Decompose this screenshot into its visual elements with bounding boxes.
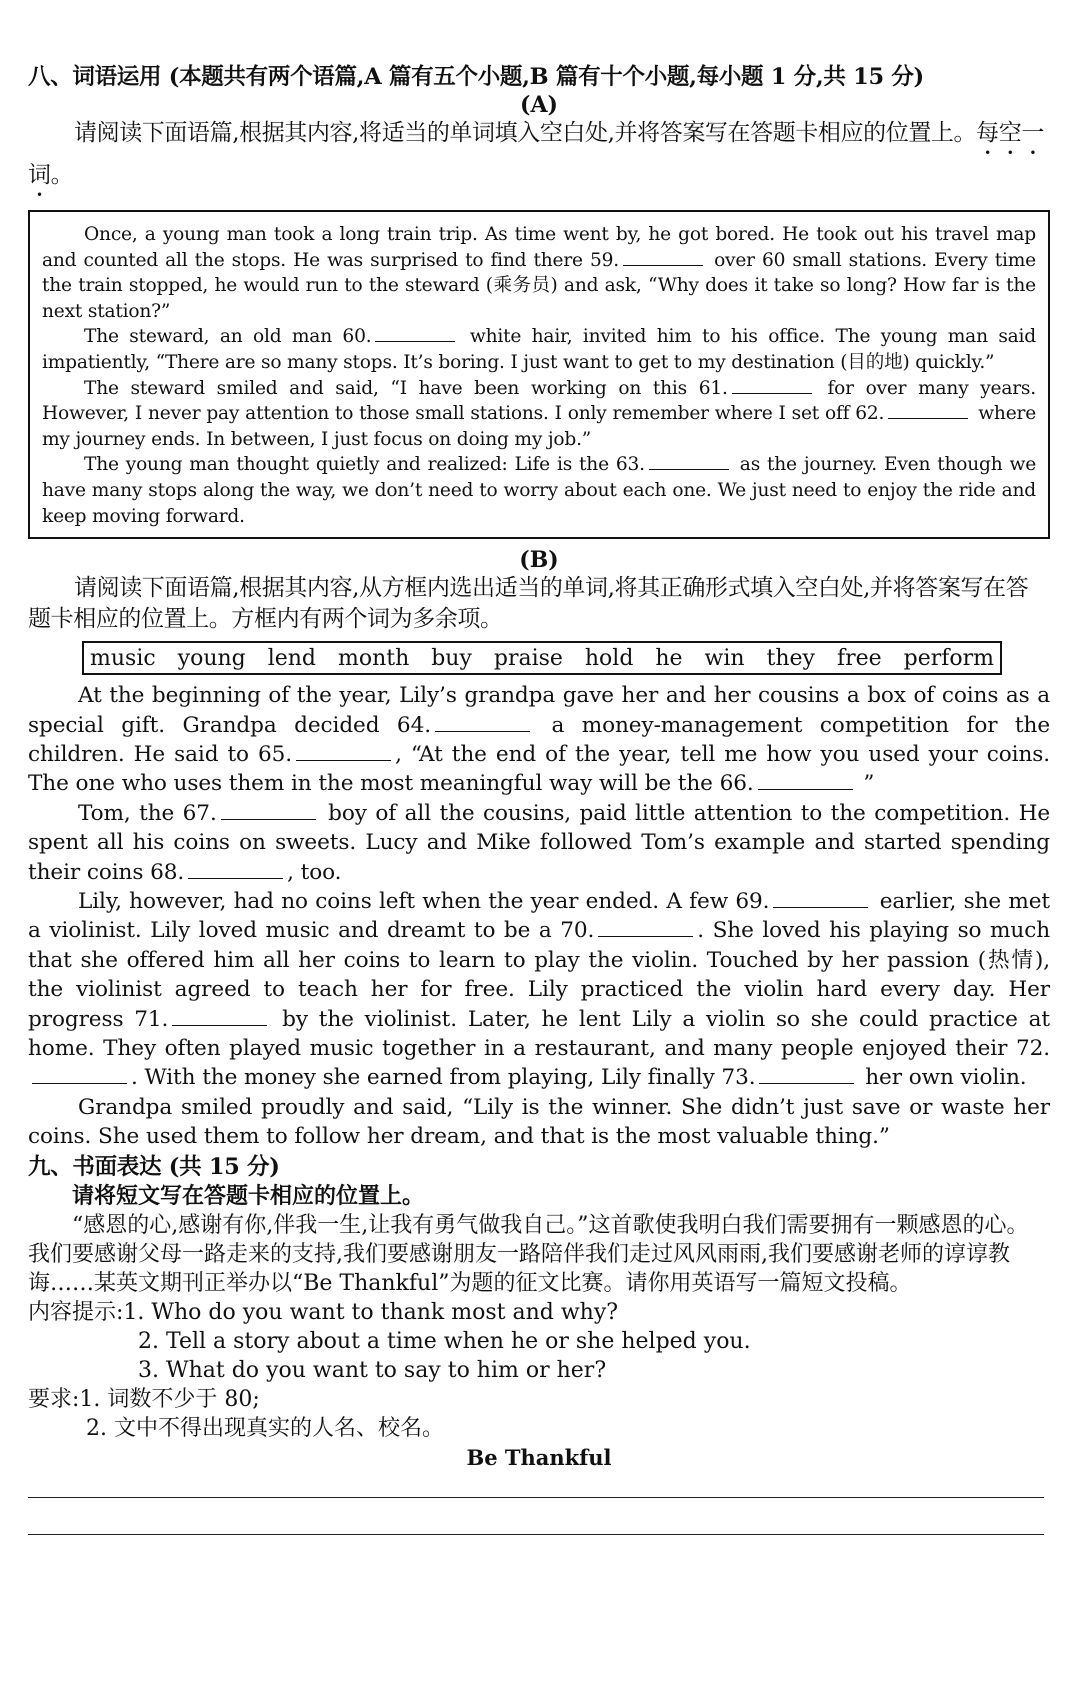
passage-text: where my journey ends. In between, I just focus on doing my job.”: [42, 403, 1036, 450]
passage-text: as the journey. Even though we have many stops along the way, we don’t need to worry about each one. We just need to enjoy the ride and keep moving forward.: [42, 454, 1036, 527]
word-bank-item: lend: [267, 645, 317, 671]
word-bank-item: month: [337, 645, 410, 671]
answer-blank-64: [435, 713, 530, 732]
requirement-2: 2. 文中不得出现真实的人名、校名。: [86, 1415, 444, 1441]
part-b-label: (B): [519, 547, 559, 574]
passage-text: for over many years. However, I never pay attention to those small stations. I only remember where I set off 62.: [42, 377, 1036, 425]
answer-line: [28, 1534, 1044, 1535]
passage-text: The steward, an old man 60.: [84, 326, 372, 348]
part-a-label: (A): [520, 92, 558, 118]
answer-blank-65: [296, 742, 391, 761]
passage-a-paragraph: [42, 324, 1036, 375]
word-bank-item: music: [90, 645, 156, 671]
answer-blank-62: [888, 402, 968, 419]
answer-blank-71: [172, 1007, 267, 1026]
word-bank-item: praise: [493, 645, 563, 671]
passage-text: . With the money she earned from playing, Lily finally 73.: [131, 1065, 756, 1091]
passage-text: by the violinist. Later, he lent Lily a violin so she could practice at home. They often played music together in a restaurant, and many people enjoyed their 72.: [28, 1006, 1050, 1061]
part-a-instruction-emphasis: 每空一词: [28, 120, 1044, 188]
answer-blank-63: [649, 453, 729, 470]
answer-blank-68: [188, 860, 283, 879]
passage-text: white hair, invited him to his office. The young man said impatiently, “There are so many stops. It’s boring. I just want to get to my destination (目的地) quickly.”: [42, 326, 1036, 373]
passage-text: Grandpa smiled proudly and said, “Lily is the winner. She didn’t just save or waste her coins. She used them to follow her dream, and that is the most valuable thing.”: [28, 1094, 1050, 1150]
content-hint-2: 2. Tell a story about a time when he or she helped you.: [138, 1328, 751, 1354]
section-8-title: 八、词语运用 (本题共有两个语篇,A 篇有五个小题,B 篇有十个小题,每小题 1 分,共 15 分): [28, 64, 924, 90]
passage-b-paragraph: [28, 887, 1050, 1093]
passage-text: The steward smiled and said, “I have been working on this 61.: [84, 377, 728, 399]
passage-text: a money-management competition for the children. He said to 65.: [28, 712, 1050, 767]
word-bank-item: he: [655, 645, 683, 671]
answer-blank-66: [758, 771, 853, 790]
answer-blank-69: [773, 889, 868, 908]
passage-text: , too.: [287, 859, 342, 885]
content-hint-1: [28, 1298, 1050, 1327]
passage-text: Once, a young man took a long train trip. As time went by, he got bored. He took out his travel map and counted all the stops. He was surprised to find there 59.: [42, 224, 1036, 271]
passage-a-paragraph: [42, 222, 1036, 324]
passage-b-paragraph: [28, 1093, 1050, 1152]
passage-a-paragraph: [42, 376, 1036, 453]
word-bank-item: free: [836, 645, 882, 671]
section-9-prompt: “感恩的心,感谢有你,伴我一生,让我有勇气做我自己。”这首歌使我明白我们需要拥有一颗感恩的心。我们要感谢父母一路走来的支持,我们要感谢朋友一路陪伴我们走过风风雨雨,我们要感谢老师的谆谆教诲……某英文期刊正举办以“Be Thankful”为题的征文比赛。请你用英语写一篇短文投稿。: [28, 1212, 1029, 1296]
hint-text: 1. Who do you want to thank most and why?: [123, 1299, 619, 1325]
passage-text: her own violin.: [858, 1065, 1027, 1091]
word-bank-item: hold: [584, 645, 634, 671]
passage-text: over 60 small stations. Every time the train stopped, he would run to the steward (乘务员) and ask, “Why does it take so long? How far is the next station?”: [42, 249, 1036, 322]
passage-b-paragraph: [28, 681, 1050, 799]
word-bank-item: buy: [431, 645, 472, 671]
passage-text: Tom, the 67.: [78, 800, 217, 826]
word-bank-item: young: [177, 645, 246, 671]
answer-blank-61: [732, 377, 812, 394]
part-a-instruction: [28, 118, 1050, 202]
section-9-title: 九、书面表达 (共 15 分): [28, 1153, 280, 1180]
passage-text: Lily, however, had no coins left when the year ended. A few 69.: [78, 888, 770, 914]
section-9-instruction: 请将短文写在答题卡相应的位置上。: [72, 1182, 425, 1209]
word-bank-item: win: [704, 645, 745, 671]
passage-text: earlier, she met a violinist. Lily loved music and dreamt to be a 70.: [28, 888, 1050, 944]
passage-text: . She loved his playing so much that she offered him all her coins to learn to play the violin. Touched by her passion (热情), the violinist agreed to teach her for free. Lily practiced the violin hard every day. Her progress 71.: [28, 918, 1051, 1032]
word-bank-item: perform: [903, 645, 994, 671]
answer-blank-73: [759, 1065, 854, 1084]
part-b-instruction: 请阅读下面语篇,根据其内容,从方框内选出适当的单词,将其正确形式填入空白处,并将答案写在答题卡相应的位置上。方框内有两个词为多余项。: [28, 575, 1029, 633]
part-a-instruction-end: 。: [50, 162, 74, 188]
passage-b-paragraph: [28, 799, 1050, 887]
content-hint-3: 3. What do you want to say to him or her?: [138, 1357, 607, 1383]
answer-blank-70: [598, 918, 693, 937]
hints-label: 内容提示:: [28, 1299, 124, 1325]
answer-line: [28, 1497, 1044, 1498]
word-bank-box: [82, 641, 1002, 675]
section-9: [28, 1152, 1050, 1535]
answer-blank-60: [375, 325, 455, 342]
passage-text: ”: [856, 771, 875, 797]
requirement-1: [28, 1385, 1050, 1414]
passage-a-paragraph: [42, 452, 1036, 529]
essay-title: Be Thankful: [466, 1444, 612, 1470]
part-a-instruction-main: 请阅读下面语篇,根据其内容,将适当的单词填入空白处,并将答案写在答题卡相应的位置上。: [74, 120, 977, 146]
passage-b: [28, 681, 1050, 1152]
word-bank-item: they: [766, 645, 815, 671]
passage-a-box: [28, 210, 1050, 539]
requirement-text: 1. 词数不少于 80;: [79, 1386, 260, 1412]
requirements-label: 要求:: [28, 1386, 80, 1412]
answer-blank-59: [623, 249, 703, 266]
passage-text: , “At the end of the year, tell me how you used your coins. The one who uses them in the most meaningful way will be the 66.: [28, 741, 1050, 797]
answer-blank-67: [221, 801, 316, 820]
answer-blank-72: [32, 1065, 127, 1084]
passage-text: The young man thought quietly and realized: Life is the 63.: [84, 454, 645, 476]
passage-text: At the beginning of the year, Lily’s grandpa gave her and her cousins a box of coins as a special gift. Grandpa decided 64.: [28, 683, 1050, 738]
passage-text: boy of all the cousins, paid little attention to the competition. He spent all his coins on sweets. Lucy and Mike followed Tom’s example and started spending their coins 68.: [28, 800, 1050, 885]
